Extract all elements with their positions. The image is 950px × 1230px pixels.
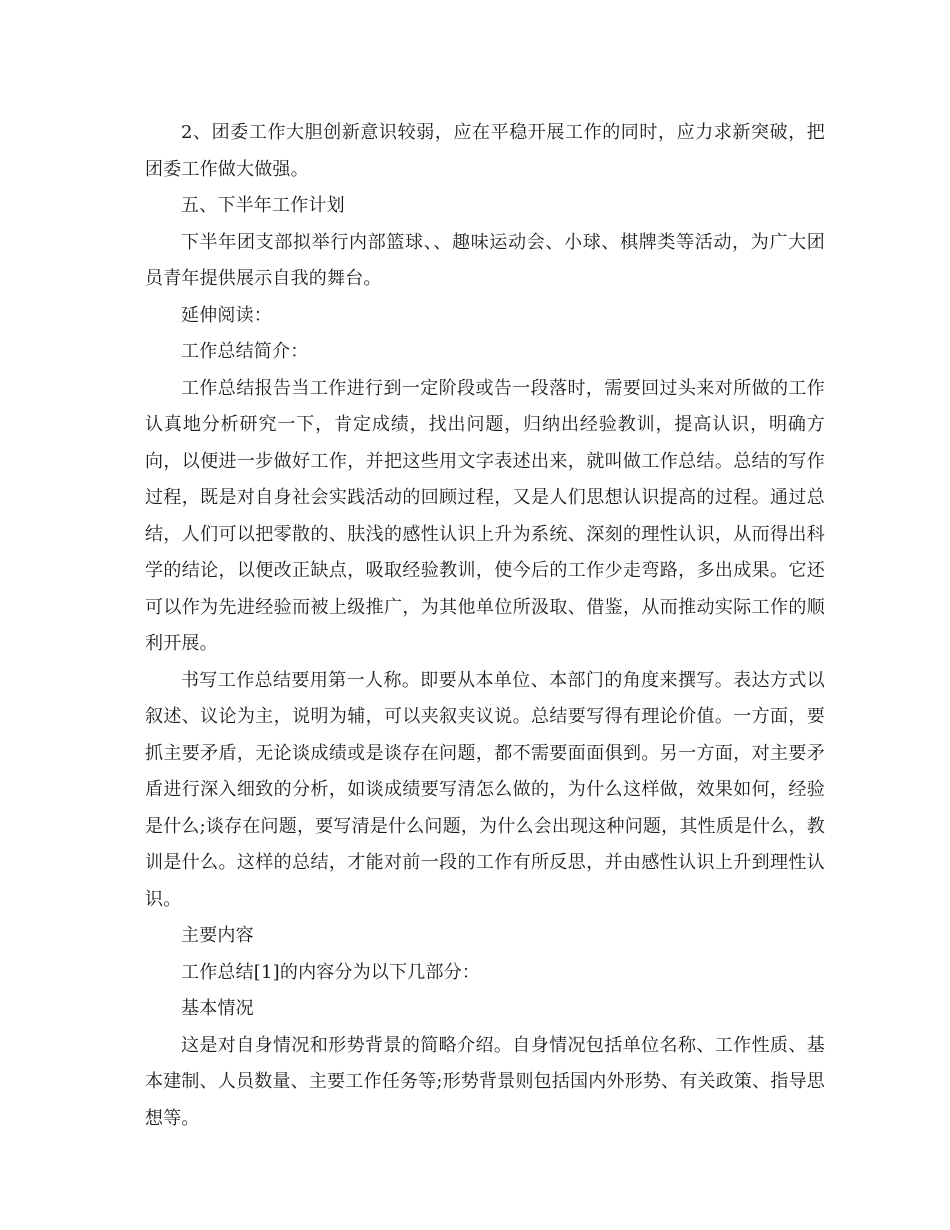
document-body: [145, 115, 825, 1137]
paragraph-weakness-innovation: 2、团委工作大胆创新意识较弱，应在平稳开展工作的同时，应力求新突破，把团委工作做大做强。: [145, 122, 825, 180]
paragraph-content-parts: 工作总结[1]的内容分为以下几部分：: [181, 961, 481, 983]
heading-basic-situation: 基本情况: [181, 998, 254, 1019]
paragraph-writing-guidance: 书写工作总结要用第一人称。即要从本单位、本部门的角度来撰写。表达方式以叙述、议论为主，说明为辅，可以夹叙夹议说。总结要写得有理论价值。一方面，要抓主要矛盾，无论谈成绩或是谈存在问题，都不需要面面俱到。另一方面，对主要矛盾进行深入细致的分析，如谈成绩要写清怎么做的，为什么这样做，效果如何，经验是什么;谈存在问题，要写清是什么问题，为什么会出现这种问题，其性质是什么，教训是什么。这样的总结，才能对前一段的工作有所反思，并由感性认识上升到理性认识。: [145, 669, 825, 910]
paragraph-basic-situation: 这是对自身情况和形势背景的简略介绍。自身情况包括单位名称、工作性质、基本建制、人员数量、主要工作任务等;形势背景则包括国内外形势、有关政策、指导思想等。: [145, 1034, 825, 1129]
heading-summary-intro: 工作总结简介：: [181, 341, 309, 362]
heading-main-content: 主要内容: [181, 925, 254, 946]
paragraph-activity-plan: 下半年团支部拟举行内部篮球、、趣味运动会、小球、棋牌类等活动，为广大团员青年提供展示自我的舞台。: [145, 231, 825, 289]
paragraph-summary-definition: 工作总结报告当工作进行到一定阶段或告一段落时，需要回过头来对所做的工作认真地分析研究一下，肯定成绩，找出问题，归纳出经验教训，提高认识，明确方向，以便进一步做好工作，并把这些用文字表述出来，就叫做工作总结。总结的写作过程，既是对自身社会实践活动的回顾过程，又是人们思想认识提高的过程。通过总结，人们可以把零散的、肤浅的感性认识上升为系统、深刻的理性认识，从而得出科学的结论，以便改正缺点，吸取经验教训，使今后的工作少走弯路，多出成果。它还可以作为先进经验而被上级推广，为其他单位所汲取、借鉴，从而推动实际工作的顺利开展。: [145, 377, 825, 654]
heading-extended-reading: 延伸阅读：: [181, 304, 272, 326]
heading-second-half-plan: 五、下半年工作计划: [181, 195, 345, 216]
